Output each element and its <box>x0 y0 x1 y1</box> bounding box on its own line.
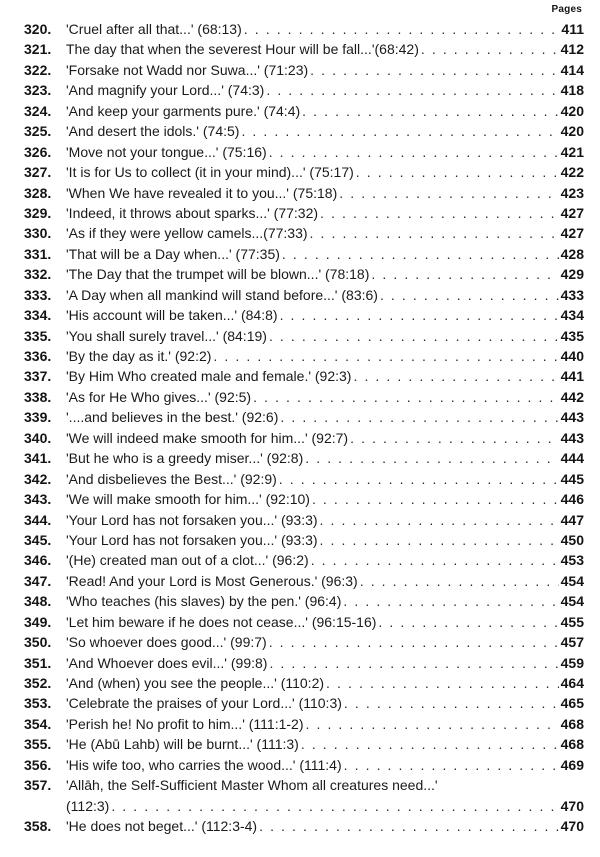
entry-line <box>66 428 584 448</box>
toc-entry <box>0 121 600 141</box>
entry-line <box>66 101 584 121</box>
entry-line <box>66 510 584 530</box>
dot-leader <box>244 19 560 39</box>
toc-entry <box>0 223 600 243</box>
entry-line <box>66 591 584 611</box>
toc-entry <box>0 428 600 448</box>
entry-line <box>66 19 584 39</box>
entry-title: 'Cruel after all that...' (68:13) <box>66 21 242 37</box>
entry-title: 'Forsake not Wadd nor Suwa...' (71:23) <box>66 61 309 78</box>
dot-leader <box>344 755 559 775</box>
toc-entry <box>0 346 600 366</box>
entry-number: 353. <box>24 695 52 712</box>
entry-page-number: 418 <box>560 82 584 99</box>
dot-leader <box>269 653 558 673</box>
entry-title: 'His account will be taken...' (84:8) <box>66 307 278 324</box>
dot-leader <box>350 428 559 448</box>
entry-page-number: 459 <box>560 654 584 671</box>
entry-page-number: 420 <box>560 102 584 119</box>
entry-line <box>66 693 584 713</box>
entry-line <box>66 346 584 366</box>
entry-page-number: 423 <box>560 184 584 201</box>
entry-number: 325. <box>24 123 52 140</box>
toc-entry <box>0 264 600 284</box>
entry-page-number: 470 <box>560 818 584 835</box>
entry-title: 'By the day as it.' (92:2) <box>66 348 212 364</box>
entry-line <box>66 489 584 509</box>
toc-entry <box>0 550 600 570</box>
entry-number: 338. <box>24 388 52 405</box>
dot-leader <box>353 366 558 386</box>
toc-entry <box>0 755 600 775</box>
entry-page-number: 443 <box>560 429 584 446</box>
entry-title: 'But he who is a greedy miser...' (92:8) <box>66 450 304 467</box>
entry-title: 'A Day when all mankind will stand before...' (83:6) <box>66 286 378 303</box>
entry-title: 'We will make smooth for him...' (92:10) <box>66 491 310 508</box>
entry-line <box>66 305 584 325</box>
toc-entry <box>0 387 600 407</box>
dot-leader <box>344 693 559 713</box>
dot-leader <box>360 571 559 591</box>
dot-leader <box>311 550 559 570</box>
dot-leader <box>259 816 559 836</box>
entry-number: 345. <box>24 531 52 548</box>
entry-line <box>66 162 584 182</box>
entry-page-number: 464 <box>560 675 584 691</box>
entry-page-number: 469 <box>560 756 584 773</box>
entry-page-number: 445 <box>560 470 584 487</box>
entry-number: 323. <box>24 82 52 99</box>
toc-entry <box>0 693 600 713</box>
entry-number: 340. <box>24 429 52 446</box>
entry-title: 'When We have revealed it to you...' (75:18) <box>66 184 338 201</box>
toc-entry <box>0 244 600 264</box>
entry-number: 350. <box>24 634 52 651</box>
toc-entry <box>0 142 600 162</box>
entry-line <box>66 366 584 386</box>
entry-number: 342. <box>24 470 52 487</box>
dot-leader <box>310 223 559 243</box>
dot-leader <box>356 162 559 182</box>
entry-page-number: 442 <box>560 388 584 405</box>
entry-page-number: 444 <box>560 450 584 467</box>
table-of-contents <box>0 19 600 837</box>
entry-page-number: 429 <box>560 266 584 283</box>
dot-leader <box>312 489 559 509</box>
entry-title: 'We will indeed make smooth for him...' (92:7) <box>66 429 349 446</box>
dot-leader <box>269 142 559 162</box>
entry-number: 346. <box>24 552 52 569</box>
entry-page-number: 455 <box>560 613 584 630</box>
entry-title: 'By Him Who created male and female.' (92:3) <box>66 368 352 385</box>
entry-line <box>66 755 584 775</box>
entry-line <box>66 407 584 427</box>
entry-page-number: 468 <box>560 715 584 732</box>
dot-leader <box>310 60 558 80</box>
toc-entry <box>0 183 600 203</box>
entry-title: 'Move not your tongue...' (75:16) <box>66 143 267 160</box>
entry-number: 354. <box>24 715 52 732</box>
entry-page-number: 465 <box>560 695 584 712</box>
entry-line <box>66 244 584 264</box>
entry-title: 'And Whoever does evil...' (99:8) <box>66 654 268 671</box>
entry-page-number: 433 <box>560 286 584 303</box>
dot-leader <box>320 203 559 223</box>
entry-title: 'And keep your garments pure.' (74:4) <box>66 102 301 119</box>
dot-leader <box>343 591 558 611</box>
dot-leader <box>320 510 559 530</box>
entry-page-number: 446 <box>560 491 584 508</box>
entry-title: '(He) created man out of a clot...' (96:2) <box>66 552 309 569</box>
entry-title: 'The Day that the trumpet will be blown...' (78:18) <box>66 266 370 283</box>
toc-entry <box>0 734 600 754</box>
entry-page-number: 427 <box>560 204 584 221</box>
toc-entry <box>0 39 600 59</box>
entry-page-number: 427 <box>560 225 584 242</box>
entry-title-continuation: (112:3) <box>66 797 110 814</box>
entry-line <box>66 326 584 346</box>
dot-leader <box>279 469 559 489</box>
toc-entry <box>0 612 600 632</box>
entry-page-number: 428 <box>560 245 584 262</box>
entry-number: 344. <box>24 511 52 528</box>
toc-entry <box>0 203 600 223</box>
dot-leader <box>378 612 558 632</box>
toc-entry <box>0 19 600 39</box>
dot-leader <box>269 632 559 652</box>
toc-entry <box>0 571 600 591</box>
entry-line <box>66 264 584 284</box>
toc-entry <box>0 326 600 346</box>
entry-line <box>66 550 584 570</box>
dot-leader <box>371 264 558 284</box>
entry-line <box>66 653 584 673</box>
entry-number: 341. <box>24 450 52 467</box>
entry-number: 343. <box>24 491 52 508</box>
entry-title: 'You shall surely travel...' (84:19) <box>66 327 267 344</box>
dot-leader <box>241 121 558 141</box>
toc-entry <box>0 101 600 121</box>
entry-line <box>66 816 584 836</box>
dot-leader <box>269 326 559 346</box>
entry-title: 'Your Lord has not forsaken you...' (93:3) <box>66 531 318 548</box>
dot-leader <box>380 285 559 305</box>
entry-line <box>66 673 584 693</box>
dot-leader <box>266 80 558 100</box>
entry-number: 356. <box>24 756 52 773</box>
toc-entry <box>0 469 600 489</box>
entry-number: 336. <box>24 348 52 364</box>
toc-entry <box>0 489 600 509</box>
toc-entry <box>0 366 600 386</box>
pages-column-header: Pages <box>551 4 582 15</box>
toc-entry <box>0 305 600 325</box>
toc-entry <box>0 714 600 734</box>
entry-page-number: 450 <box>560 531 584 548</box>
dot-leader <box>302 101 559 121</box>
entry-number: 334. <box>24 307 52 324</box>
entry-number: 331. <box>24 245 52 262</box>
entry-line <box>66 142 584 162</box>
entry-title: 'That will be a Day when...' (77:35) <box>66 245 280 262</box>
entry-number: 328. <box>24 184 52 201</box>
entry-title: The day that when the severest Hour will be fall...'(68:42) <box>66 41 419 58</box>
toc-entry <box>0 80 600 100</box>
dot-leader <box>421 39 559 59</box>
entry-title: 'Indeed, it throws about sparks...' (77:32) <box>66 204 319 221</box>
toc-entry <box>0 816 600 836</box>
dot-leader <box>213 346 558 366</box>
entry-number: 321. <box>24 41 52 58</box>
entry-page-number: 454 <box>560 593 584 610</box>
entry-page-number: 440 <box>560 348 584 364</box>
toc-entry <box>0 510 600 530</box>
entry-title: 'As if they were yellow camels...(77:33) <box>66 225 308 242</box>
entry-line <box>66 530 584 550</box>
entry-line <box>66 796 584 816</box>
toc-entry <box>0 407 600 427</box>
entry-title: '....and believes in the best.' (92:6) <box>66 409 279 426</box>
entry-title: 'It is for Us to collect (it in your mind)...' (75:17) <box>66 164 354 181</box>
entry-page-number: 412 <box>560 41 584 58</box>
entry-title: 'Your Lord has not forsaken you...' (93:3) <box>66 511 318 528</box>
entry-line <box>66 80 584 100</box>
entry-number: 324. <box>24 102 52 119</box>
entry-line <box>66 183 584 203</box>
toc-entry <box>0 653 600 673</box>
entry-page-number: 443 <box>560 409 584 426</box>
entry-number: 358. <box>24 818 52 835</box>
entry-page-number: 435 <box>560 327 584 344</box>
toc-entry <box>0 673 600 693</box>
entry-page-number: 411 <box>561 21 584 37</box>
entry-number: 326. <box>24 143 52 160</box>
entry-number: 357. <box>24 777 52 794</box>
entry-line <box>66 223 584 243</box>
entry-number: 322. <box>24 61 52 78</box>
entry-line <box>66 60 584 80</box>
entry-line <box>66 203 584 223</box>
entry-title: 'So whoever does good...' (99:7) <box>66 634 267 651</box>
dot-leader <box>280 305 559 325</box>
entry-page-number: 422 <box>560 164 584 181</box>
entry-title: 'And magnify your Lord...' (74:3) <box>66 82 265 99</box>
entry-number: 351. <box>24 654 52 671</box>
dot-leader <box>320 530 559 550</box>
toc-entry <box>0 632 600 652</box>
toc-entry <box>0 162 600 182</box>
entry-number: 332. <box>24 266 52 283</box>
dot-leader <box>305 448 558 468</box>
entry-line <box>66 387 584 407</box>
toc-entry <box>0 285 600 305</box>
entry-line <box>66 285 584 305</box>
entry-title: 'Who teaches (his slaves) by the pen.' (96:4) <box>66 593 342 610</box>
entry-title: 'And desert the idols.' (74:5) <box>66 123 240 140</box>
dot-leader <box>282 244 559 264</box>
entry-number: 348. <box>24 593 52 610</box>
entry-number: 327. <box>24 164 52 181</box>
entry-title: 'And disbelieves the Best...' (92:9) <box>66 470 277 487</box>
dot-leader <box>253 387 559 407</box>
entry-title: 'His wife too, who carries the wood...' (111:4) <box>66 756 342 773</box>
dot-leader <box>339 183 558 203</box>
entry-title: 'And (when) you see the people...' (110:2) <box>66 675 325 691</box>
entry-line <box>66 121 584 141</box>
entry-page-number: 414 <box>560 61 584 78</box>
entry-number: 349. <box>24 613 52 630</box>
entry-number: 355. <box>24 736 52 753</box>
entry-number: 339. <box>24 409 52 426</box>
entry-number: 352. <box>24 675 52 691</box>
entry-title: 'Celebrate the praises of your Lord...' (110:3) <box>66 695 342 712</box>
toc-entry <box>0 591 600 611</box>
dot-leader <box>326 673 559 693</box>
entry-line <box>66 448 584 468</box>
dot-leader <box>301 734 559 754</box>
entry-page-number: 454 <box>560 572 584 589</box>
entry-number: 347. <box>24 572 52 589</box>
entry-title: 'Read! And your Lord is Most Generous.' (96:3) <box>66 572 358 589</box>
entry-title: 'He (Abū Lahb) will be burnt...' (111:3) <box>66 736 299 753</box>
entry-line <box>66 734 584 754</box>
entry-title: 'As for He Who gives...' (92:5) <box>66 388 252 405</box>
entry-title: 'He does not beget...' (112:3-4) <box>66 818 258 835</box>
toc-entry <box>0 775 600 816</box>
entry-page-number: 421 <box>560 143 584 160</box>
dot-leader <box>305 714 558 734</box>
entry-page-number: 453 <box>560 552 584 569</box>
entry-title: 'Perish he! No profit to him...' (111:1-2) <box>66 715 304 732</box>
entry-number: 337. <box>24 368 52 385</box>
dot-leader <box>280 407 558 427</box>
entry-line <box>66 632 584 652</box>
entry-page-number: 434 <box>560 307 584 324</box>
entry-page-number: 441 <box>560 368 584 385</box>
entry-page-number: 447 <box>560 511 584 528</box>
dot-leader <box>111 796 558 816</box>
entry-title: 'Let him beware if he does not cease...' (96:15-16) <box>66 613 377 630</box>
entry-page-number: 468 <box>560 736 584 753</box>
entry-page-number: 470 <box>560 797 584 814</box>
entry-page-number: 457 <box>560 634 584 651</box>
entry-line <box>66 39 584 59</box>
entry-page-number: 420 <box>560 123 584 140</box>
toc-entry <box>0 448 600 468</box>
entry-number: 330. <box>24 225 52 242</box>
entry-number: 329. <box>24 204 52 221</box>
entry-line <box>66 571 584 591</box>
toc-entry <box>0 530 600 550</box>
entry-number: 335. <box>24 327 52 344</box>
entry-line <box>66 469 584 489</box>
entry-line <box>66 714 584 734</box>
entry-number: 333. <box>24 286 52 303</box>
entry-line <box>66 612 584 632</box>
entry-number: 320. <box>24 21 52 37</box>
entry-title: 'Allāh, the Self-Sufficient Master Whom all creatures need...' <box>66 777 438 794</box>
toc-entry <box>0 60 600 80</box>
